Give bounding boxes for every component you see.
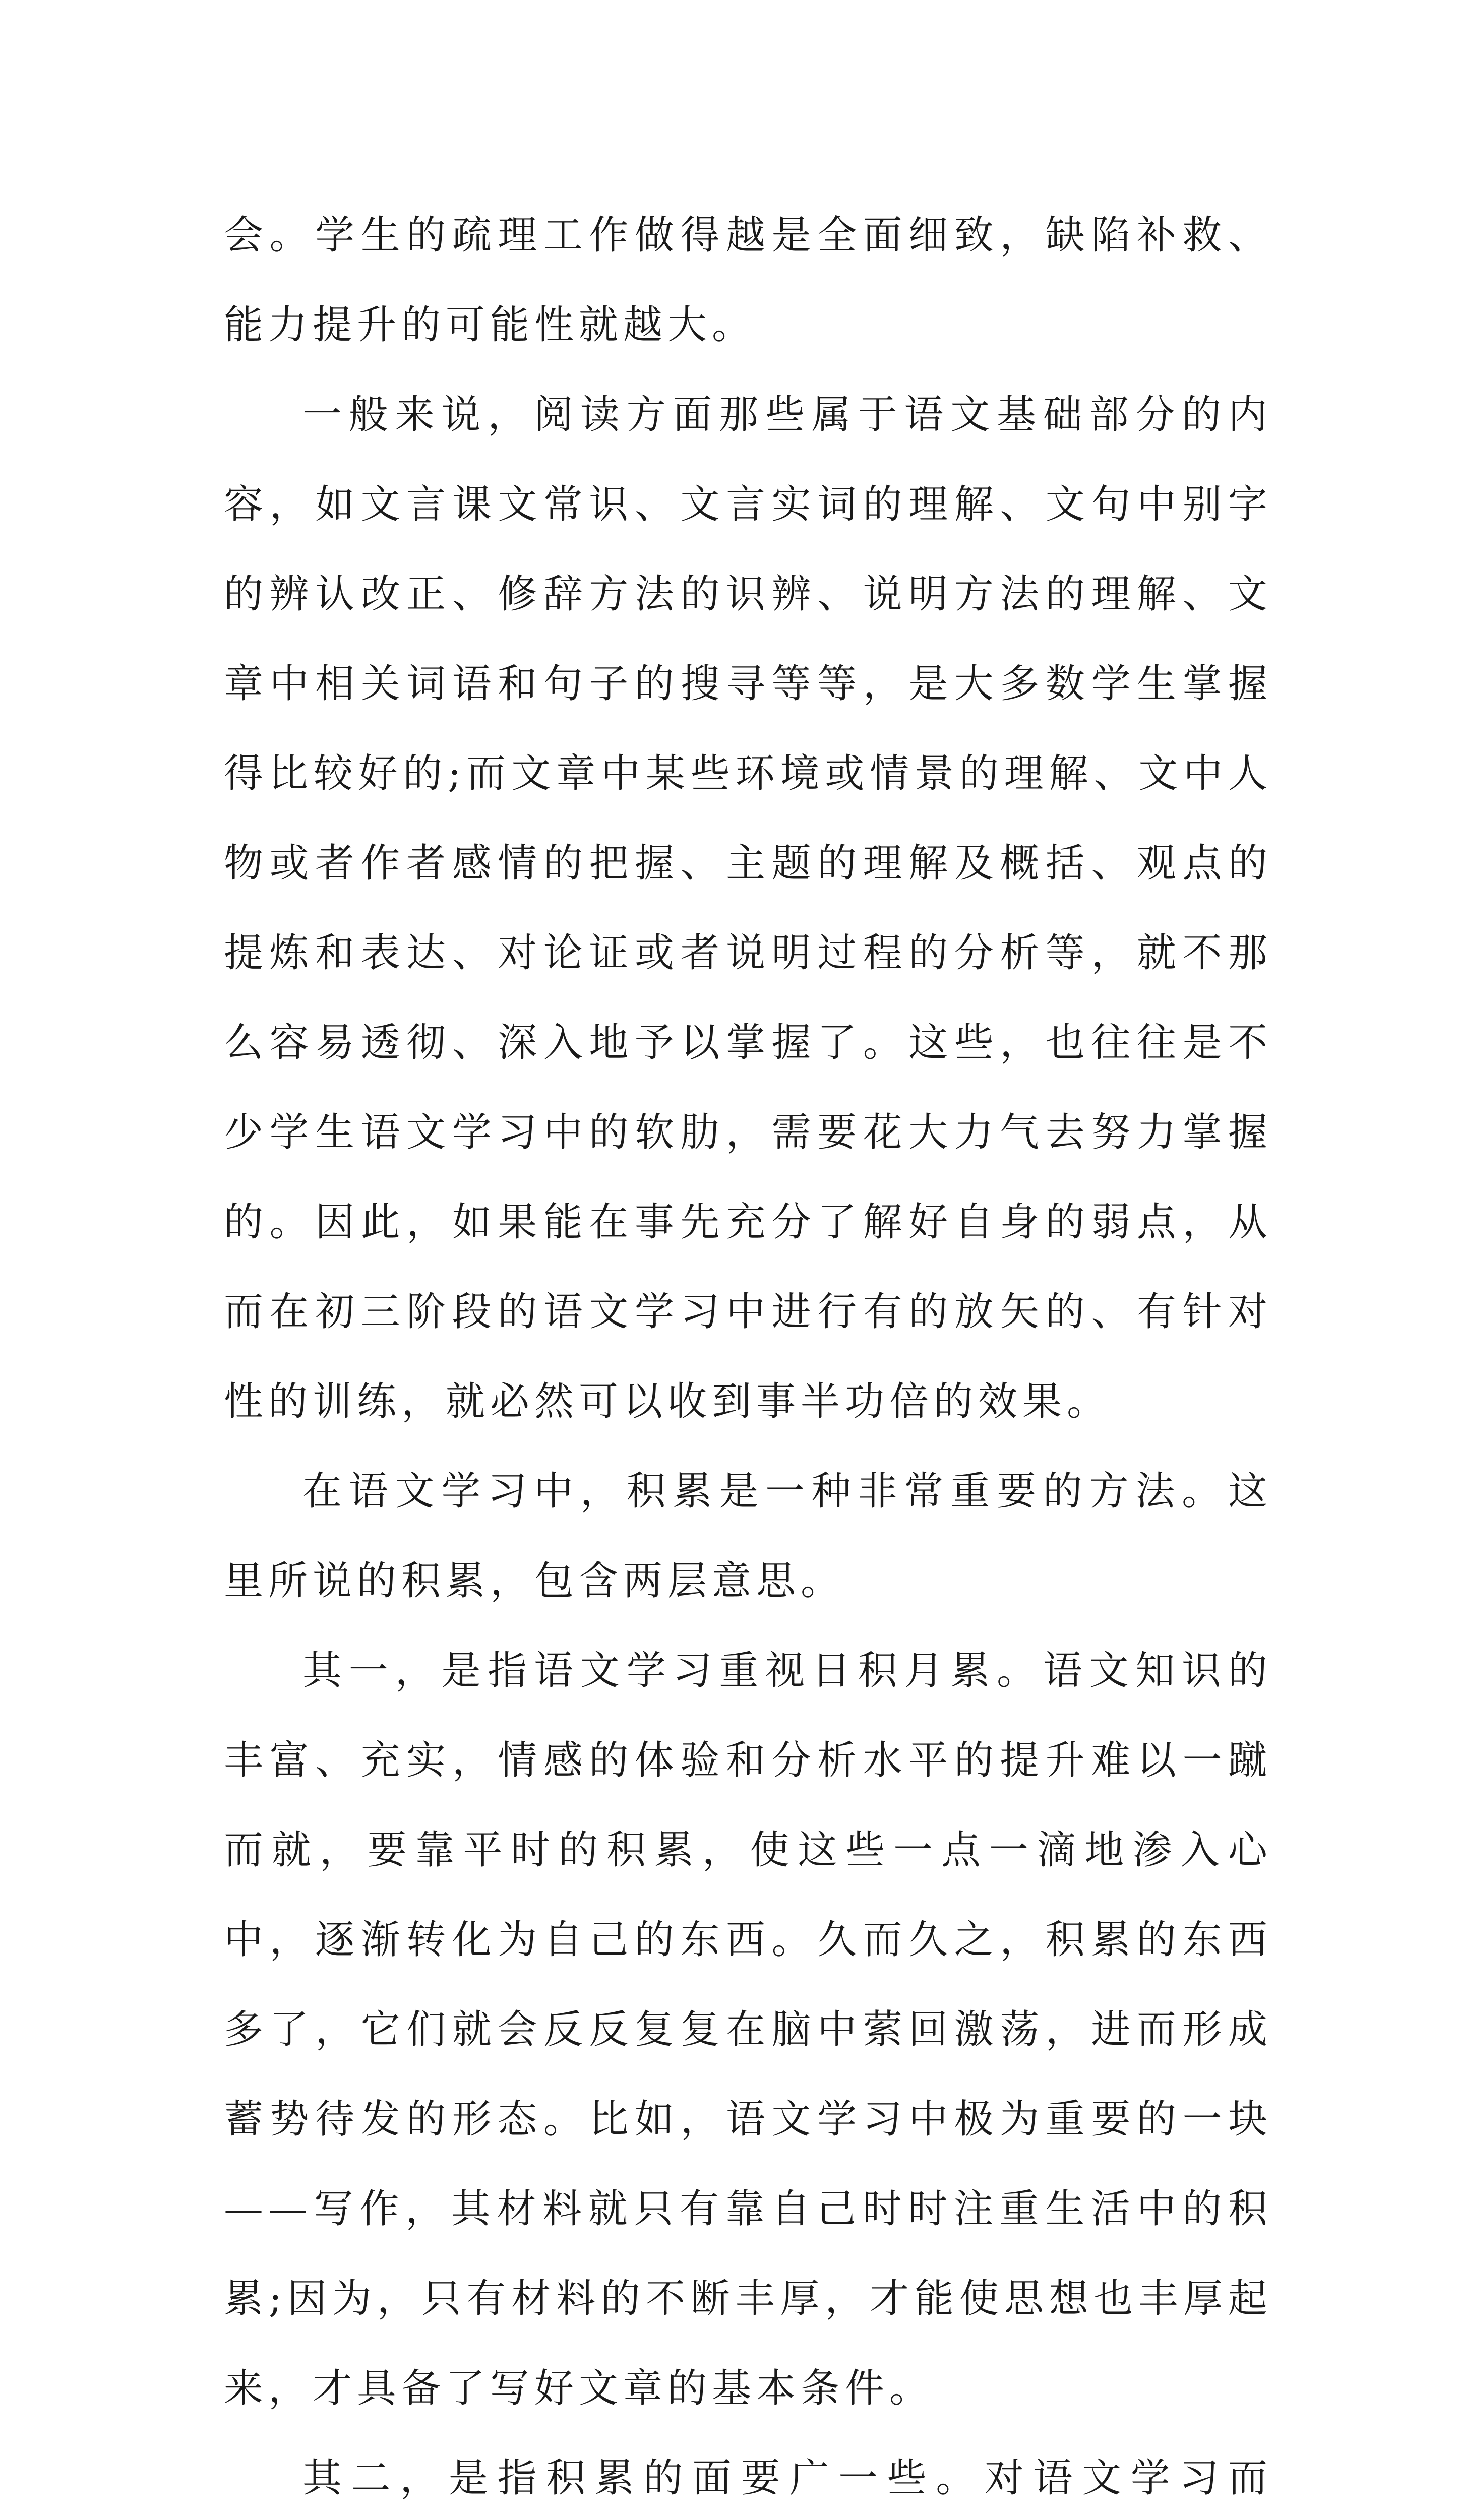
paragraph-1: 会。学生的疏理工作做得越是全面细致，缺陷补救、能力提升的可能性就越大。 <box>224 213 1272 348</box>
paragraph-5: 其二，是指积累的面要广一些。对语文学习而 <box>302 2455 1272 2501</box>
paragraph-2: 一般来说，阅读方面那些属于语文基础部分的内容，如文言课文常识、文言实词的理解、文句中别字的辨认改正、修辞方法的识辨、说明方法的理解、文章中相关词语和句子的搜寻等等，是大多数学生掌握得比较好的;而文章中某些环境或情景的理解、文中人物或者作者感情的把握、主题的理解及概括、观点的提炼和表达、对论证或者说明过程的分析等，就不那么容易透彻、深入地予以掌握了。这些，也往往是不少学生语文学习中的软肋，需要花大力气去努力掌握的。因此，如果能在事先充分了解好自身的弱点，从而在初三阶段的语文学习中进行有的放矢的、有针对性的训练，就必然可以收到事半功倍的效果。 <box>224 392 1272 1424</box>
document-body <box>224 191 1272 2520</box>
paragraph-4: 其一，是指语文学习重视日积月累。语文知识的丰富、充实，情感的体验和分析水平的提升难以一蹴而就，要靠平时的积累，使这些一点一滴地渗入心中，逐渐转化为自己的东西。久而久之，积累的东西多了，它们就会反反复复在脑中萦回激荡，进而形成蓄势待发的形态。比如，语文学习中极为重要的一块——写作，其材料就只有靠自己时时注重生活中的积累;因为，只有材料的不断丰厚，才能使思想也丰厚起来，才具备了写好文章的基本条件。 <box>224 1648 1272 2411</box>
paragraph-3: 在语文学习中，积累是一种非常重要的方法。这里所说的积累，包含两层意思。 <box>224 1469 1272 1604</box>
